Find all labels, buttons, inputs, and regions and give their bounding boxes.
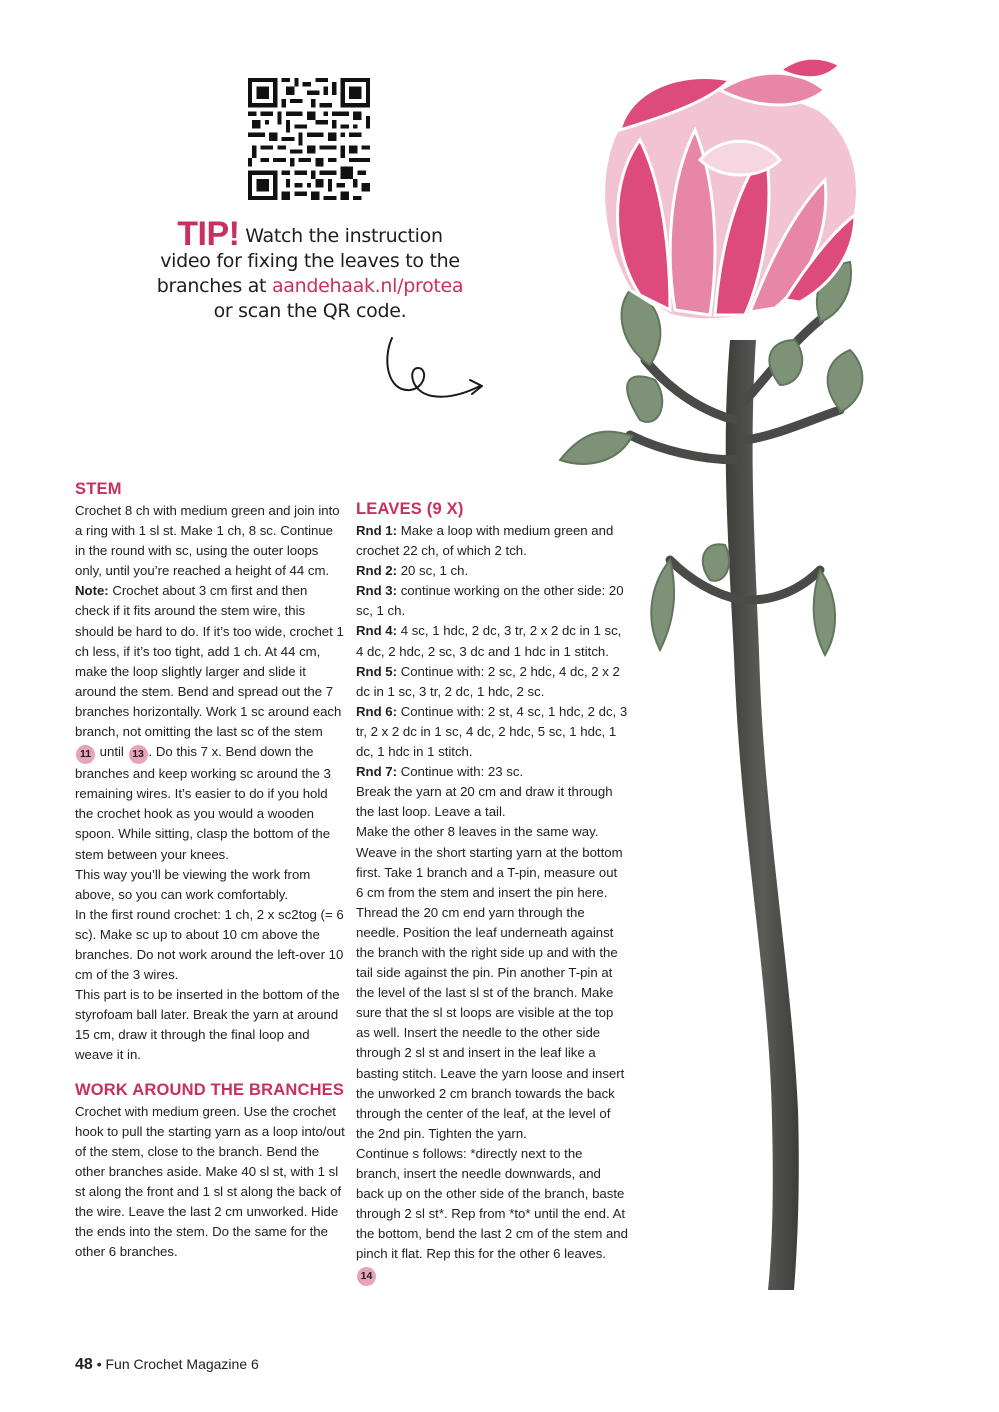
until-word: until bbox=[99, 744, 124, 760]
round-text: Continue with: 2 sc, 2 hdc, 4 dc, 2 x 2 dc in 1 sc, 3 tr, 2 dc, 1 hdc, 2 sc. bbox=[356, 663, 620, 699]
round-text: 20 sc, 1 ch. bbox=[400, 563, 469, 579]
leaves-final-text: Continue s follows: *directly next to the branch, insert the needle downwards, and back up on the other side of the branch, baste through 2 sl st*. Rep from *to* until the end. At the bottom, bend the last 2 cm of the stem and pinch it flat. Rep this for the other 6 leaves. bbox=[356, 1145, 628, 1262]
magazine-title: Fun Crochet Magazine 6 bbox=[105, 1356, 259, 1372]
round-text: Continue with: 2 st, 4 sc, 1 hdc, 2 dc, 3 tr, 2 x 2 dc in 1 sc, 4 dc, 2 hdc, 5 sc, 1 hdc, 1 dc, 1 hdc in 1 stitch. bbox=[356, 703, 628, 760]
round-label: Rnd 6: bbox=[356, 703, 398, 719]
page-number: 48 bbox=[75, 1356, 93, 1373]
leaf bbox=[814, 570, 835, 655]
note-end: . Do this 7 x. Bend down the branches and keep working sc around the 3 remaining wires. It’s easier to do if you hold the crochet hook as you would a wooden spoon. While sitting, clasp the bottom of the stem between your knees. bbox=[75, 744, 331, 862]
round-text: Make a loop with medium green and crochet 22 ch, of which 2 tch. bbox=[356, 523, 614, 559]
tip-box bbox=[150, 215, 470, 324]
page-footer bbox=[75, 1356, 259, 1374]
round-text: 4 sc, 1 hdc, 2 dc, 3 tr, 2 x 2 dc in 1 sc, 4 dc, 2 hdc, 2 sc, 3 dc and 1 hdc in 1 stitch. bbox=[356, 623, 622, 659]
branches-paragraph: Crochet with medium green. Use the crochet hook to pull the starting yarn as a loop into/out of the stem, close to the branch. Bend the other branches aside. Make 40 sl st, with 1 sl st along the front and 1 sl st along the back of the wire. Leave the last 2 cm unworked. Hide the ends into the stem. Do the same for the other 6 branches. bbox=[75, 1103, 345, 1260]
note-text: Crochet about 3 cm first and then check if it fits around the stem wire, this should be hard to do. If it’s too wide, crochet 1 ch less, if it’s too tight, add 1 ch. At 44 cm, make the loop slightly larger and slide it around the stem. Bend and spread out the 7 branches horizontally. Work 1 sc around each branch, not omitting the last sc of the stem bbox=[75, 583, 344, 740]
round-label: Rnd 5: bbox=[356, 663, 398, 679]
round-label: Rnd 2: bbox=[356, 563, 398, 579]
step-badge: 11 bbox=[76, 745, 95, 764]
leaves-paragraph: Break the yarn at 20 cm and draw it through the last loop. Leave a tail. bbox=[356, 784, 613, 820]
tip-text-end: or scan the QR code. bbox=[213, 300, 407, 322]
tip-text: Watch the instruction video for fixing the leaves to the branches at bbox=[156, 225, 460, 297]
round-text: continue working on the other side: 20 sc, 1 ch. bbox=[356, 583, 624, 619]
stem-note bbox=[75, 581, 345, 864]
leaf bbox=[828, 350, 863, 412]
stem-paragraph: Crochet 8 ch with medium green and join into a ring with 1 sl st. Make 1 ch, 8 sc. Continue in the round with sc, using the outer loops only, until you’re reached a height of 44 cm. bbox=[75, 503, 340, 579]
step-badge: 13 bbox=[129, 745, 148, 764]
column-left bbox=[75, 478, 345, 1262]
leaf bbox=[627, 376, 662, 422]
curly-arrow-icon bbox=[380, 330, 490, 410]
leaf bbox=[769, 340, 802, 385]
tip-link[interactable]: aandehaak.nl/protea bbox=[271, 275, 464, 297]
leaves-paragraph: Make the other 8 leaves in the same way. bbox=[356, 824, 599, 840]
stem-paragraph: In the first round crochet: 1 ch, 2 x sc2tog (= 6 sc). Make sc up to about 10 cm above the branches. Do not work around the left-over 10 cm of the 3 wires. bbox=[75, 906, 344, 983]
stem-shape bbox=[726, 340, 799, 1290]
branches-heading: WORK AROUND THE BRANCHES bbox=[75, 1080, 345, 1099]
leaf bbox=[560, 432, 632, 464]
stem-paragraph: This way you’ll be viewing the work from above, so you can work comfortably. bbox=[75, 866, 311, 902]
tip-heading: TIP! bbox=[177, 215, 240, 253]
round-label: Rnd 7: bbox=[356, 764, 398, 780]
flower-head bbox=[604, 58, 858, 320]
step-badge: 14 bbox=[357, 1267, 376, 1286]
stem-heading: STEM bbox=[75, 480, 122, 498]
crochet-protea-illustration bbox=[520, 40, 980, 1300]
round-label: Rnd 1: bbox=[356, 523, 398, 538]
stem-paragraph: This part is to be inserted in the bottom of the styrofoam ball later. Break the yarn at around 15 cm, draw it through the final loop and weave it in. bbox=[75, 987, 340, 1063]
round-label: Rnd 4: bbox=[356, 623, 398, 639]
note-label: Note: bbox=[75, 583, 109, 599]
leaves-heading: LEAVES (9 X) bbox=[356, 500, 464, 518]
footer-bullet: • bbox=[96, 1356, 102, 1372]
leaves-paragraph: Weave in the short starting yarn at the bottom first. Take 1 branch and a T-pin, measure out 6 cm from the stem and insert the pin here. Thread the 20 cm end yarn through the needle. Position the leaf underneath against the branch with the right side up and with the tail side against the pin. Pin another T-pin at the level of the last sl st of the branch. Make sure that the sl st loops are visible at the top as well. Insert the needle to the other side through 2 sl st and insert in the leaf like a basting stitch. Leave the yarn loose and insert the unworked 2 cm branch towards the back through the center of the leaf, at the level of the 2nd pin. Tighten the yarn. bbox=[356, 844, 625, 1141]
qr-code-icon[interactable] bbox=[248, 78, 370, 200]
round-label: Rnd 3: bbox=[356, 583, 398, 599]
round-text: Continue with: 23 sc. bbox=[400, 764, 524, 780]
leaf bbox=[651, 560, 674, 650]
leaf bbox=[703, 544, 729, 581]
